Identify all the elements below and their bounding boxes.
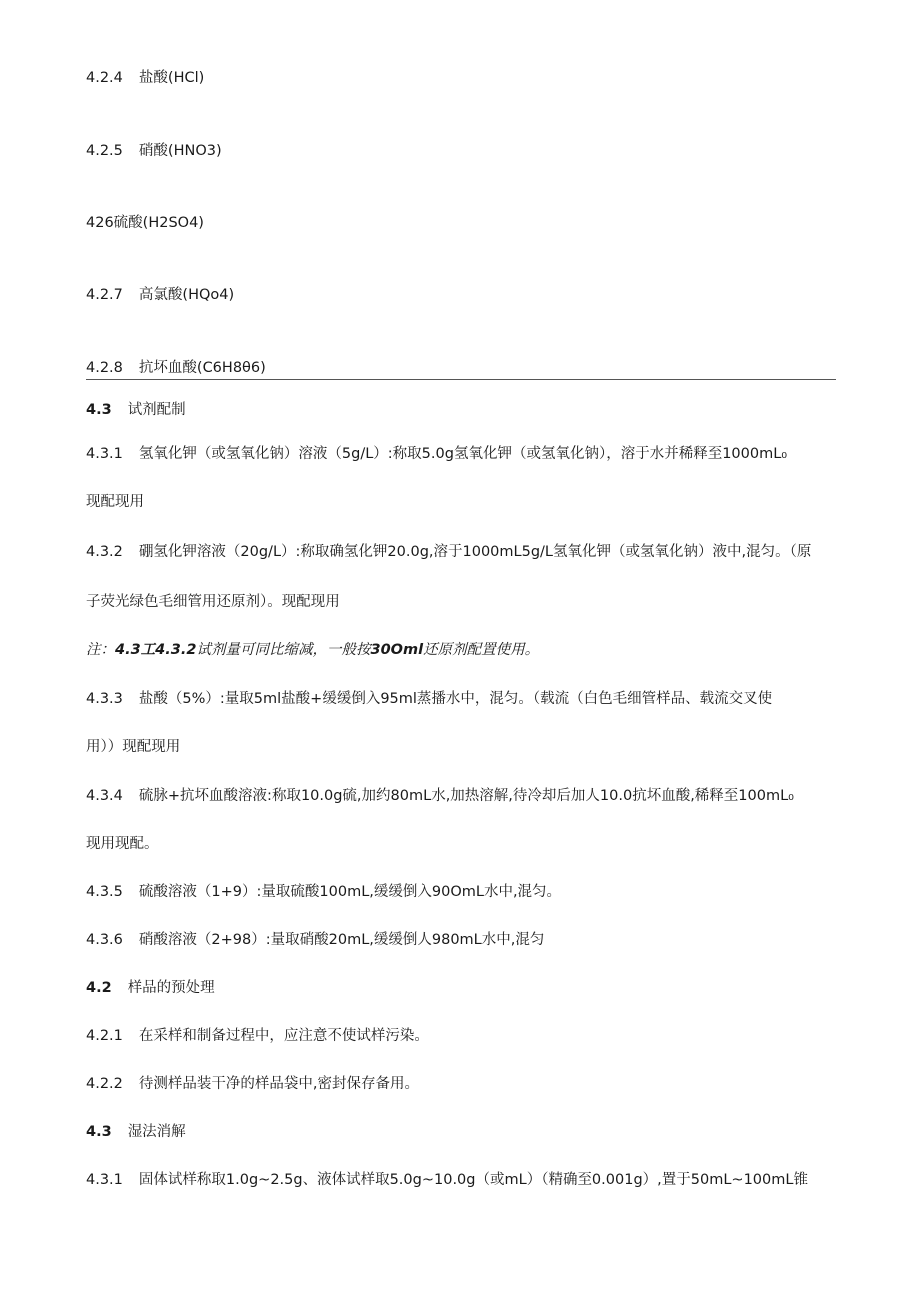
note-refs: 4.3工4.3.2	[115, 642, 197, 658]
item-number: 4.2.5	[86, 143, 123, 159]
section-number: 4.3	[86, 1124, 112, 1140]
section-title: 试剂配制	[127, 402, 186, 418]
item-text: 硝酸(HNO3)	[138, 143, 222, 159]
item-4-3-3	[86, 689, 840, 709]
item-4-3-1-wet	[86, 1170, 840, 1190]
item-4-2-5	[86, 141, 840, 161]
item-4-2-6	[86, 213, 840, 233]
item-4-3-1	[86, 444, 840, 464]
item-number: 4.3.4	[86, 788, 123, 804]
item-4-3-3-cont	[86, 737, 840, 757]
item-text: 硝酸溶液（2+98）:量取硝酸20mL,缓缓倒人980mL水中,混匀	[138, 932, 545, 948]
note-text-end: 还原剂配置使用。	[423, 642, 540, 658]
section-heading-4-3-wet	[86, 1122, 840, 1142]
item-4-2-4	[86, 68, 840, 88]
section-title: 湿法消解	[127, 1124, 186, 1140]
item-4-3-5	[86, 882, 840, 902]
item-4-3-2	[86, 542, 840, 562]
item-text: 现配现用	[86, 494, 144, 510]
note-label: 注：	[86, 642, 115, 658]
item-number: 4.2.2	[86, 1076, 123, 1092]
item-number: 4.3.1	[86, 1172, 123, 1188]
item-number: 4.2.8	[86, 360, 123, 376]
item-number: 4.3.2	[86, 544, 123, 560]
item-number: 4.2.4	[86, 70, 123, 86]
item-text: 用））现配现用	[86, 739, 181, 755]
item-4-2-7	[86, 285, 840, 305]
section-title: 样品的预处理	[127, 980, 215, 996]
item-number: 4.3.3	[86, 691, 123, 707]
section-heading-4-3	[86, 400, 840, 420]
page-divider	[86, 379, 836, 380]
item-number: 4.3.5	[86, 884, 123, 900]
item-text: 氢氧化钾（或氢氧化钠）溶液（5g∕L）:称取5.0g氢氧化钾（或氢氧化钠），溶于水并稀释至1000mL₀	[138, 446, 788, 462]
item-text: 固体试样称取1.0g~2.5g、液体试样取5.0g~10.0g（或mL）（精确至0.001g）,置于50mL~100mL锥	[138, 1172, 808, 1188]
item-4-3-4-cont	[86, 834, 840, 854]
item-4-3-4	[86, 786, 840, 806]
item-4-3-1-cont	[86, 492, 840, 512]
item-number: 4.2.7	[86, 287, 123, 303]
item-text: 盐酸（5%）:量取5ml盐酸+缓缓倒入95ml蒸播水中，混匀。（载流（白色毛细管样品、载流交叉使	[138, 691, 773, 707]
note-line	[86, 640, 840, 660]
note-volume: 30Oml	[370, 642, 424, 658]
note-text: 试剂量可同比缩减，一般按	[196, 642, 371, 658]
section-heading-4-2	[86, 978, 840, 998]
section-number: 4.3	[86, 402, 112, 418]
item-text: 抗坏血酸(C6H8θ6)	[138, 360, 266, 376]
item-4-3-2-cont	[86, 592, 840, 612]
item-text: 高氯酸(HQo4)	[138, 287, 235, 303]
item-4-2-2	[86, 1074, 840, 1094]
item-text: 硫脉+抗坏血酸溶液:称取10.0g硫,加约80mL水,加热溶解,待冷却后加人10.0抗坏血酸,稀释至100mL₀	[138, 788, 794, 804]
item-text: 硫酸溶液（1+9）:量取硫酸100mL,缓缓倒入90OmL水中,混匀。	[138, 884, 562, 900]
item-text: 硼氢化钾溶液（20g∕L）:称取确氢化钾20.0g,溶于1000mL5g/L氢氧化钾（或氢氧化钠）液中,混匀。（原	[138, 544, 812, 560]
section-number: 4.2	[86, 980, 112, 996]
item-4-2-1	[86, 1026, 840, 1046]
item-text: 426硫酸(H2SO4)	[86, 215, 204, 231]
item-text: 现用现配。	[86, 836, 159, 852]
item-text: 在采样和制备过程中，应注意不使试样污染。	[138, 1028, 429, 1044]
item-4-2-8	[86, 358, 840, 378]
item-number: 4.3.6	[86, 932, 123, 948]
item-4-3-6	[86, 930, 840, 950]
item-text: 盐酸(HCl)	[138, 70, 205, 86]
item-text: 子荧光绿色毛细管用还原剂）。现配现用	[86, 594, 340, 610]
item-text: 待测样品装干净的样品袋中,密封保存备用。	[138, 1076, 420, 1092]
item-number: 4.2.1	[86, 1028, 123, 1044]
item-number: 4.3.1	[86, 446, 123, 462]
